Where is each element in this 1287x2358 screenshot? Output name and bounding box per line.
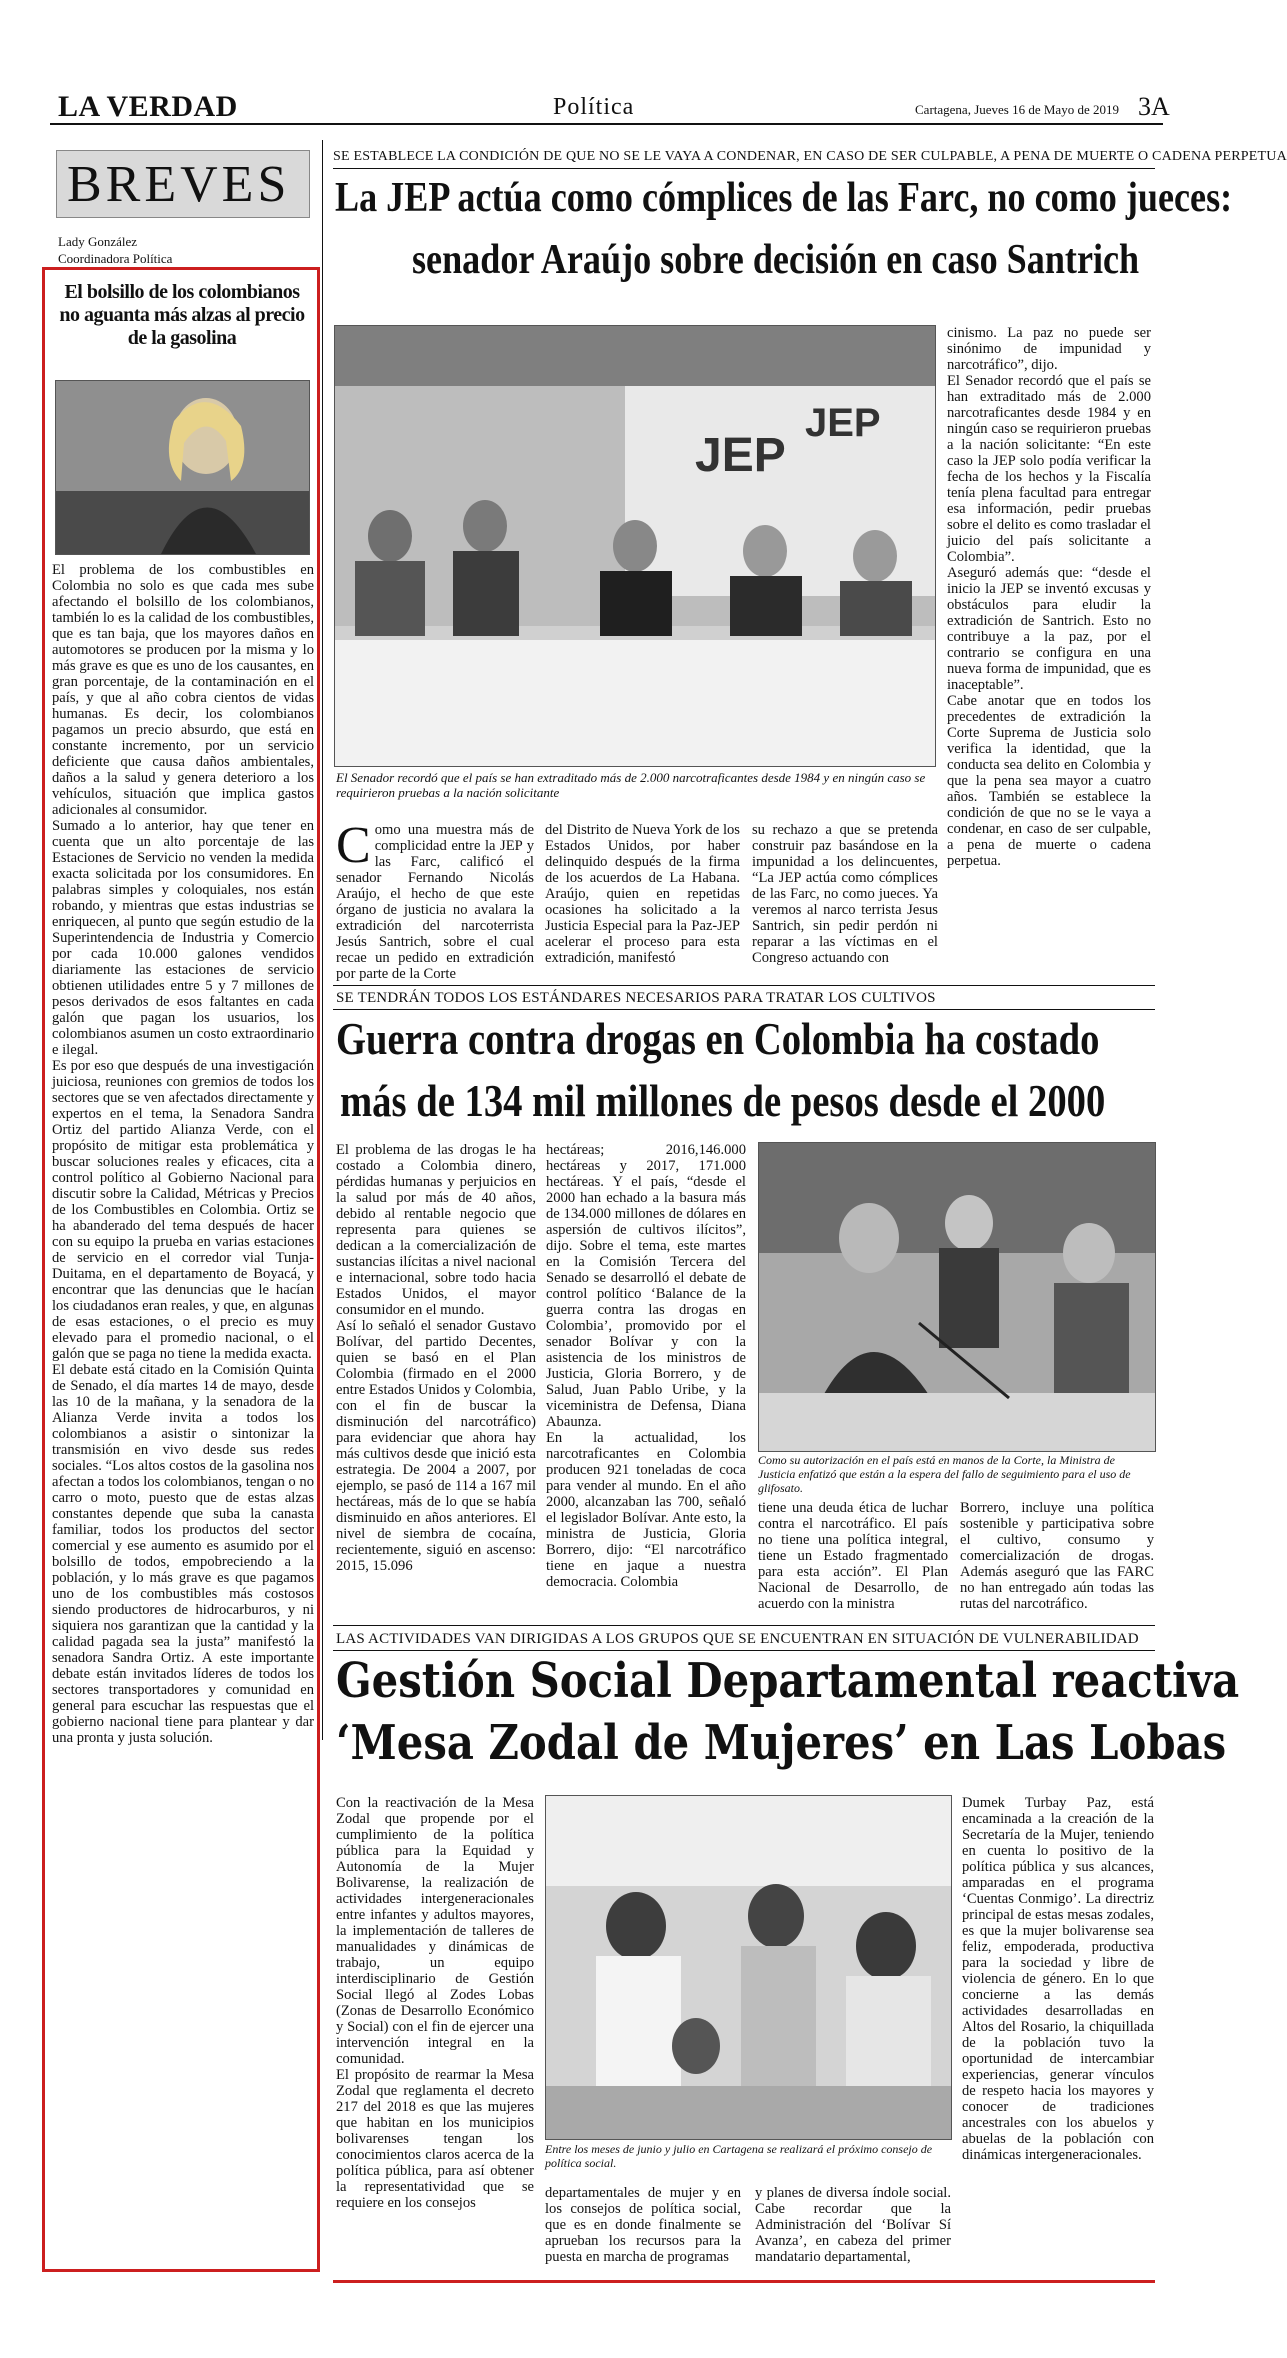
bottom-red-rule (333, 2280, 1155, 2283)
story2-col2: hectáreas; 2016,146.000 hectáreas y 2017, 171.000 hectáreas. Y el país, “desde el 2000 han echado a la basura más de 134.000 millones de dólares en aspersión de cultivos ilícitos”, dijo. Sobre el tema, este martes en la Comisión Tercera del Senado se desarrolló el debate de control político ‘Balance de la guerra contra las drogas en Colombia’, promovido por el senador Bolívar y con la asistencia de los ministros de Justicia, Gloria Borrero, y de Salud, Juan Pablo Uribe, y la viceministra de Defensa, Diana Abaunza. En la actualidad, los narcotraficantes en Colombia producen 921 toneladas de coca para vender al mundo. En el año 2000, alcanzaban las 700, señaló el legislador Bolívar. Ante esto, la ministra de Justicia, Gloria Borrero, dijo: “El narcotráfico tiene en jaque a nuestra democracia. Colombia (546, 1142, 746, 1590)
breves-box (56, 150, 310, 218)
story2-caption: Como su autorización en el país está en manos de la Corte, la Ministra de Justicia enfatizó que están a la espera del fallo de seguimiento para el uso de glifosato. (758, 1453, 1131, 1495)
story2-kicker-rule (333, 1009, 1155, 1010)
story1-kicker: SE ESTABLECE LA CONDICIÓN DE QUE NO SE LE VAYA A CONDENAR, EN CASO DE SER CULPABLE, A PENA DE MUERTE O CADENA PERPETUA (333, 149, 1287, 164)
section-name: Política (553, 94, 635, 120)
story1-headline-1: La JEP actúa como cómplices de las Farc, no como jueces: (335, 175, 1233, 221)
story3-col2: departamentales de mujer y en los consejos de política social, que es en donde finalmente se aprueban los recursos para la puesta en marcha de programas (545, 2185, 741, 2265)
story1-col4: cinismo. La paz no puede ser sinónimo de impunidad y narcotráfico”, dijo. El Senador recordó que el país se han extraditado más de 2.000 narcotraficantes desde 1984 y en ningún caso se requirieron pruebas a la nación solicitante: “En este caso la JEP solo podía verificar la fecha de los hechos y la Fiscalía tenía plena facultad para entregar esa información, pedir pruebas sobre el delito es como trasladar el juicio del país solicitante a Colombia”. Aseguró además que: “desde el inicio la JEP se inventó excusas y obstáculos para eludir la extradición de Santrich. Esto no contribuye a la paz, por el contrario se configura en una nueva forma de impunidad, que es inaceptable”. Cabe anotar que en todos los precedentes de extradición la Corte Suprema de Justicia solo verifica la identidad, que la conducta sea delito en Colombia y que la pena sea mayor a cuatro años. También se establece la condición de que no se le vaya a condenar, en caso de ser culpable, a pena de muerte o cadena perpetua. (947, 325, 1151, 869)
story1-headline-2: senador Araújo sobre decisión en caso Santrich (412, 237, 1140, 283)
breves-headline: El bolsillo de los colombianos no aguanta más alzas al precio de la gasolina (59, 281, 305, 349)
story3-kicker: LAS ACTIVIDADES VAN DIRIGIDAS A LOS GRUPOS QUE SE ENCUENTRAN EN SITUACIÓN DE VULNERABILIDAD (336, 1631, 1139, 1647)
byline (58, 233, 172, 267)
jep-banner-1: JEP (695, 429, 786, 482)
column-divider (322, 140, 323, 1740)
author-role: Coordinadora Política (58, 251, 173, 266)
story3-headline-2: ‘Mesa Zodal de Mujeres’ en Las Lobas (336, 1715, 1227, 1771)
jep-press-photo (334, 325, 936, 767)
story3-kicker-rule (333, 1650, 1155, 1651)
story2-headline-2: más de 134 mil millones de pesos desde el 2000 (340, 1075, 1106, 1126)
story3-col3: y planes de diversa índole social. Cabe recordar que la Administración del ‘Bolívar Sí Avanza’, en cabeza del primer mandatario departamental, (755, 2185, 951, 2265)
story3-top-rule (333, 1625, 1155, 1626)
story3-col4: Dumek Turbay Paz, está encaminada a la creación de la Secretaría de la Mujer, teniendo en cuenta lo positivo de la política pública y sus alcances, amparadas en el programa ‘Cuentas Conmigo’. La directriz principal de estas mesas zodales, es que la mujer bolivarense sea feliz, empoderada, productiva para la sociedad y libre de violencia de género. En lo que concierne a las demás actividades desarrolladas en Altos del Rosario, la chiquillada de la población tuvo la oportunidad de intercambiar experiencias, generar vínculos de respeto hacia los mayores y conocer de tradiciones ancestrales con los abuelos y abuelas de la población con dinámicas intergeneracionales. (962, 1795, 1154, 2163)
dropcap: C (336, 817, 371, 874)
jep-press-art (335, 326, 935, 766)
story1-col1 (336, 817, 534, 982)
senate-debate-art (759, 1143, 1155, 1451)
story2-col1: El problema de las drogas le ha costado a Colombia dinero, pérdidas humanas y perjuicios en la salud por más de 40 años, debido al rentable negocio que representa para quienes se dedican a la comercialización de sustancias ilícitas a nivel nacional e internacional, sobre todo hacia Estados Unidos, el mayor consumidor en el mundo. Así lo señaló el senador Gustavo Bolívar, del partido Decentes, quien se basó en el Plan Colombia (firmado en el 2000 entre Estados Unidos y Colombia, con el fin de buscar la disminución del narcotráfico) para evidenciar que ahora hay más cultivos desde que inició esta estrategia. De 2004 a 2007, por ejemplo, se pasó de 114 a 167 mil hectáreas, más de lo que se había disminuido en años anteriores. El nivel de siembra de cocaína, recientemente, siguió en ascenso: 2015, 15.096 (336, 1142, 536, 1574)
story2-col3: tiene una deuda ética de luchar contra el narcotráfico. El país no tiene una política integral, tiene un Estado fragmentado para esta acción”. El Plan Nacional de Desarrollo, de acuerdo con la ministra (758, 1500, 948, 1612)
mesa-zodal-art (546, 1796, 951, 2139)
mesa-zodal-photo (545, 1795, 952, 2140)
story1-col3: su rechazo a que se pretenda construir paz basándose en la impunidad a los delincuentes, “La JEP actúa como cómplices de las Farc, no como jueces. Ya veremos al narco terrista Jesus Santrich, sin pedir perdón ni reparar a las víctimas en el Congreso actuando con (752, 822, 938, 966)
senator-photo-art (56, 381, 309, 554)
breves-body: El problema de los combustibles en Colombia no solo es que cada mes sube afectando el bolsillo de los colombianos, también lo es la calidad de los combustibles, que es tan baja, que los mayores daños en automotores se producen por la misma y lo más grave es que es uno de los causantes, en gran porcentaje, de la contaminación en el país, y que al año cobra cientos de vidas humanas. Es decir, los colombianos pagamos un precio absurdo, que está en constante incremento, por un servicio deficiente que causa daños ambientales, daños a la salud y genera deterioro a los vehículos, situación que implica gastos adicionales al consumidor. Sumado a lo anterior, hay que tener en cuenta que un alto porcentaje de las Estaciones de Servicio no venden la medida exacta solicitada por los consumidores. En palabras simples y coloquiales, nos están robando, y mientras que estas industrias se enriquecen, al punto que según estudio de la Superintendencia de Industria y Comercio por cada 10.000 galones vendidos diariamente las estaciones de servicio obtienen utilidades entre 5 y 7 millones de pesos derivados de esos faltantes en cada galón que pagan los usuarios, los colombianos asumen un costo extraordinario e ilegal. Es por eso que después de una investigación juiciosa, reuniones con gremios de todos los sectores que se ven afectados directamente y expertos en el tema, la Senadora Sandra Ortiz del partido Alianza Verde, con el propósito de mitigar esta problemática y buscar soluciones reales y eficaces, cita a control político al Gobierno Nacional para discutir sobre la Calidad, Métricas y Precios de los Combustibles en Colombia. Ortiz se ha abanderado del tema después de hacer con su equipo la prueba en varias estaciones de servicio en el corredor vial Tunja-Duitama, en el departamento de Boyacá, y encontrar que las denuncias que le hacían los ciudadanos eran reales, y que, en algunas de esas estaciones, o el precio es muy elevado para el promedio nacional, o el galón que se paga no tiene la medida exacta. El debate está citado en la Comisión Quinta de Senado, el día martes 14 de mayo, desde las 10 de la mañana, y la senadora de la Alianza Verde invita a todos los colombianos a asistir o sintonizar la transmisión en vivo desde sus redes sociales. “Los altos costos de la gasolina nos afectan a todos los colombianos, tengan o no carro o moto, puesto que de estas alzas constantes depende que suba la canasta familiar, todos los productos del sector comercial y ese aumento es asumido por el bolsillo de todos, empobreciendo a la población, y lo más grave es que pagamos uno de los combustibles más costosos siendo productores de hidrocarburos, y ni siquiera nos garantizan que la cantidad y la calidad pagada sea la justa” manifestó la senadora Sandra Ortiz. A este importante debate están invitados líderes de todos los sectores transportadores y comunidad en general para escuchar las respuestas que el gobierno nacional tiene para plantear y dar una pronta y justa solución. (52, 562, 314, 1746)
senator-photo (55, 380, 310, 555)
senate-debate-photo (758, 1142, 1156, 1452)
story3-headline-1: Gestión Social Departamental reactiva (336, 1653, 1240, 1709)
story2-kicker: SE TENDRÁN TODOS LOS ESTÁNDARES NECESARIOS PARA TRATAR LOS CULTIVOS (336, 990, 936, 1006)
author-name: Lady González (58, 234, 138, 249)
story1-caption: El Senador recordó que el país se han extraditado más de 2.000 narcotraficantes desde 1984 y en ningún caso se requirieron pruebas a la nación solicitante (336, 770, 926, 800)
story2-top-rule (333, 985, 1155, 986)
kicker-rule (333, 168, 1155, 169)
story1-col1-text: omo una muestra más de complicidad entre la JEP y las Farc, calificó el senador Fernando Nicolás Araújo, el hecho de que este órgano de justicia no avalara la extradición del narcoterrista Jesús Santrich, sobre el cual recae un pedido en extradición por parte de la Corte (336, 822, 534, 982)
story3-caption: Entre los meses de junio y julio en Cartagena se realizará el próximo consejo de política social. (545, 2142, 933, 2170)
jep-banner-2: JEP (805, 401, 881, 445)
story1-col2: del Distrito de Nueva York de los Estados Unidos, por haber delinquido después de la firma de los acuerdos de La Habana. Araújo, quien en repetidas ocasiones ha solicitado a la Justicia Especial para la Paz-JEP acelerar el proceso para esta extradición, manifestó (545, 822, 740, 966)
page-number: 3A (1138, 92, 1170, 121)
newspaper-name: LA VERDAD (58, 90, 238, 123)
breves-label: BREVES (67, 156, 291, 213)
story2-col4: Borrero, incluye una política sostenible y participativa sobre el cultivo, consumo y comercialización de drogas. Además aseguró que las FARC no han entregado aún todas las rutas del narcotráfico. (960, 1500, 1154, 1612)
story2-headline-1: Guerra contra drogas en Colombia ha costado (336, 1013, 1100, 1064)
masthead-rule (50, 123, 1163, 125)
story3-col1: Con la reactivación de la Mesa Zodal que propende por el cumplimiento de la política pública para la Equidad y Autonomía de la Mujer Bolivarense, la realización de actividades intergeneracionales entre infantes y adultos mayores, la implementación de talleres de manualidades y dinámicas de trabajo, un equipo interdisciplinario de Gestión Social llegó al Zodes Lobas (Zonas de Desarrollo Económico y Social) con el fin de ejercer una intervención integral en la comunidad. El propósito de rearmar la Mesa Zodal que reglamenta el decreto 217 del 2018 es que las mujeres que habitan en los municipios bolivarenses tengan los conocimientos claros acerca de la política pública, para así obtener la representatividad que se requiere en los consejos (336, 1795, 534, 2211)
issue-date: Cartagena, Jueves 16 de Mayo de 2019 (915, 102, 1119, 117)
